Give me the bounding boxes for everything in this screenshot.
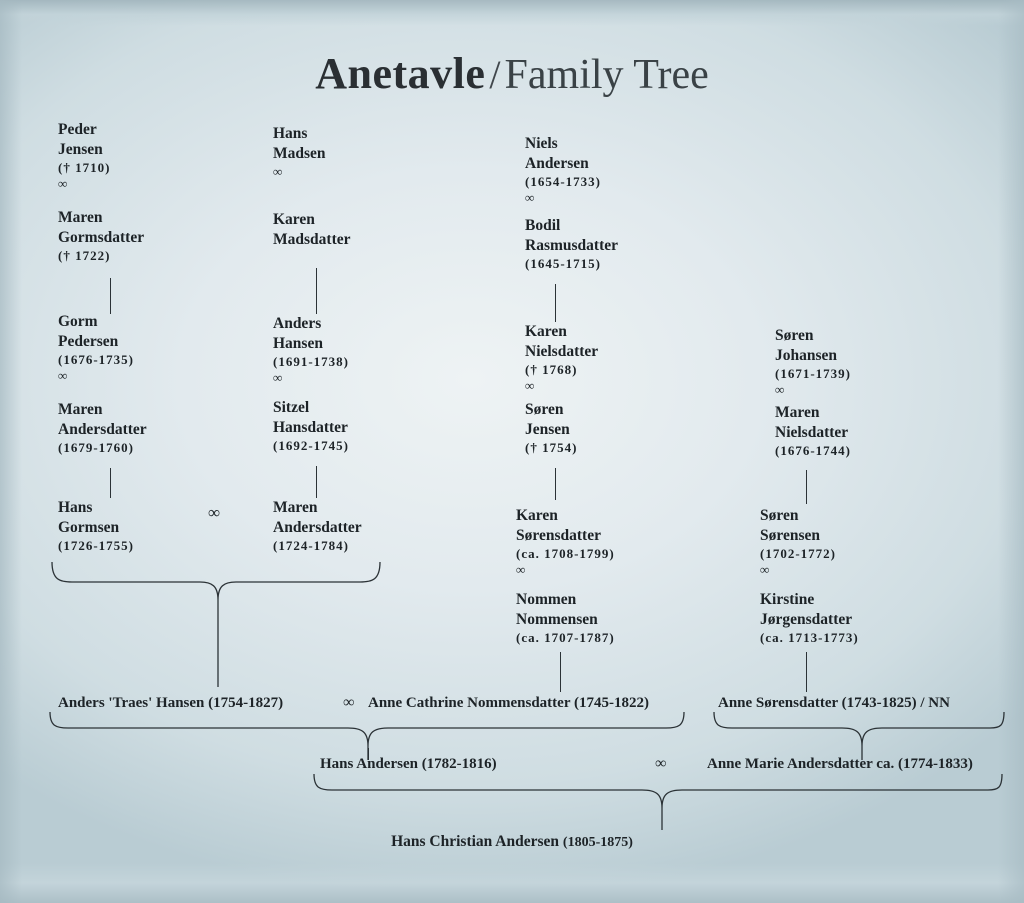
generation-row-1-symbol: ∞ xyxy=(343,694,355,711)
person-soren-sorensen xyxy=(760,506,836,578)
person-dates: (ca. 1708-1799) xyxy=(516,546,615,561)
person-hans-gormsen xyxy=(58,498,134,554)
connector-line xyxy=(555,468,556,500)
connector-line xyxy=(806,470,807,504)
person-dates: († 1754) xyxy=(525,440,578,455)
connector-line xyxy=(806,652,807,692)
marriage-symbol: ∞ xyxy=(58,368,69,383)
person-dates: (1676-1744) xyxy=(775,443,851,458)
person-line: Madsen xyxy=(273,145,326,162)
paper-edge-left xyxy=(0,0,22,903)
person-line: Maren xyxy=(775,404,820,421)
generation-row-1-right: Anne Cathrine Nommensdatter (1745-1822) xyxy=(368,695,649,711)
person-soren-johansen xyxy=(775,326,851,398)
person-soren-jensen xyxy=(525,400,577,456)
person-line: Kirstine xyxy=(760,591,815,608)
subject-block xyxy=(0,832,1024,853)
person-line: Andersdatter xyxy=(273,519,362,536)
person-gorm-pedersen xyxy=(58,312,134,384)
person-dates: (ca. 1713-1773) xyxy=(760,630,859,645)
person-karen-sorensdatter xyxy=(516,506,615,578)
person-line: Maren xyxy=(273,499,318,516)
subject-dates: (1805-1875) xyxy=(562,835,633,850)
person-dates: (1692-1745) xyxy=(273,438,349,453)
person-anders-hansen xyxy=(273,314,349,386)
generation-row-2-right: Anne Marie Andersdatter ca. (1774-1833) xyxy=(707,756,973,772)
person-dates: (1679-1760) xyxy=(58,440,134,455)
marriage-symbol: ∞ xyxy=(525,378,536,393)
page-title xyxy=(0,48,1024,99)
person-line: Jørgensdatter xyxy=(760,611,853,628)
person-line: Anders xyxy=(273,315,322,332)
generation-row-2-symbol: ∞ xyxy=(655,755,667,772)
connector-line xyxy=(110,468,111,498)
marriage-symbol: ∞ xyxy=(516,562,527,577)
person-line: Søren xyxy=(775,327,814,344)
connector-line xyxy=(110,278,111,314)
marriage-symbol: ∞ xyxy=(760,562,771,577)
person-dates: († 1710) xyxy=(58,160,111,175)
person-maren-nielsdatter xyxy=(775,403,851,459)
person-line: Gormsdatter xyxy=(58,229,145,246)
person-karen-madsdatter xyxy=(273,210,351,250)
person-line: Johansen xyxy=(775,347,838,364)
person-nommen-nommensen xyxy=(516,590,615,646)
person-dates: (1726-1755) xyxy=(58,538,134,553)
person-line: Nielsdatter xyxy=(525,343,599,360)
person-line: Andersdatter xyxy=(58,421,147,438)
person-line: Sørensdatter xyxy=(516,527,601,544)
person-dates: (1724-1784) xyxy=(273,538,349,553)
person-line: Jensen xyxy=(525,421,570,438)
person-line: Karen xyxy=(516,507,558,524)
person-dates: (1702-1772) xyxy=(760,546,836,561)
person-line: Nielsdatter xyxy=(775,424,849,441)
subject-name: Hans Christian Andersen xyxy=(391,833,560,850)
person-line: Niels xyxy=(525,135,558,152)
person-dates: († 1722) xyxy=(58,248,111,263)
title-danish: Anetavle xyxy=(315,49,486,98)
marriage-symbol: ∞ xyxy=(273,370,284,385)
person-line: Pedersen xyxy=(58,333,119,350)
marriage-symbol-couple-1: ∞ xyxy=(208,503,221,522)
marriage-symbol: ∞ xyxy=(775,382,786,397)
person-line: Maren xyxy=(58,401,103,418)
brace-couple-1 xyxy=(50,562,390,692)
person-line: Sitzel xyxy=(273,399,310,416)
person-line: Hansen xyxy=(273,335,323,352)
paper-edge-bottom xyxy=(0,863,1024,903)
person-line: Søren xyxy=(760,507,799,524)
person-peder-jensen xyxy=(58,120,110,192)
person-dates: (1645-1715) xyxy=(525,256,601,271)
person-line: Karen xyxy=(525,323,567,340)
person-line: Hans xyxy=(273,125,308,142)
marriage-symbol: ∞ xyxy=(273,164,284,179)
person-line: Hansdatter xyxy=(273,419,348,436)
person-bodil-rasmusdatter xyxy=(525,216,618,272)
person-line: Søren xyxy=(525,401,564,418)
person-line: Bodil xyxy=(525,217,561,234)
connector-line xyxy=(560,652,561,692)
connector-line xyxy=(555,284,556,322)
person-line: Karen xyxy=(273,211,315,228)
person-kirstine-jorgensdatter xyxy=(760,590,859,646)
person-maren-andersdatter-1724 xyxy=(273,498,362,554)
person-line: Rasmusdatter xyxy=(525,237,618,254)
person-line: Hans xyxy=(58,499,93,516)
person-hans-madsen xyxy=(273,124,326,180)
person-sitzel-hansdatter xyxy=(273,398,349,454)
person-line: Jensen xyxy=(58,141,103,158)
person-line: Madsdatter xyxy=(273,231,351,248)
person-line: Andersen xyxy=(525,155,589,172)
generation-row-2-left: Hans Andersen (1782-1816) xyxy=(320,756,497,772)
title-separator: / xyxy=(489,52,501,97)
marriage-symbol: ∞ xyxy=(58,176,69,191)
person-dates: (1676-1735) xyxy=(58,352,134,367)
paper-edge-top xyxy=(0,0,1024,26)
generation-row-1-extra: Anne Sørensdatter (1743-1825) / NN xyxy=(718,695,950,711)
person-line: Gormsen xyxy=(58,519,120,536)
person-dates: (1691-1738) xyxy=(273,354,349,369)
marriage-symbol: ∞ xyxy=(525,190,536,205)
connector-line xyxy=(316,466,317,498)
person-line: Nommensen xyxy=(516,611,598,628)
person-line: Nommen xyxy=(516,591,577,608)
person-line: Gorm xyxy=(58,313,98,330)
person-dates: (ca. 1707-1787) xyxy=(516,630,615,645)
person-niels-andersen xyxy=(525,134,601,206)
person-dates: (1654-1733) xyxy=(525,174,601,189)
person-karen-nielsdatter xyxy=(525,322,598,394)
generation-row-1-left: Anders 'Traes' Hansen (1754-1827) xyxy=(58,695,284,711)
connector-line xyxy=(316,268,317,314)
person-line: Peder xyxy=(58,121,97,138)
person-dates: (1671-1739) xyxy=(775,366,851,381)
person-maren-gormsdatter xyxy=(58,208,144,264)
person-dates: († 1768) xyxy=(525,362,578,377)
title-english: Family Tree xyxy=(504,52,709,98)
person-maren-andersdatter-1679 xyxy=(58,400,147,456)
person-line: Sørensen xyxy=(760,527,821,544)
person-line: Maren xyxy=(58,209,103,226)
